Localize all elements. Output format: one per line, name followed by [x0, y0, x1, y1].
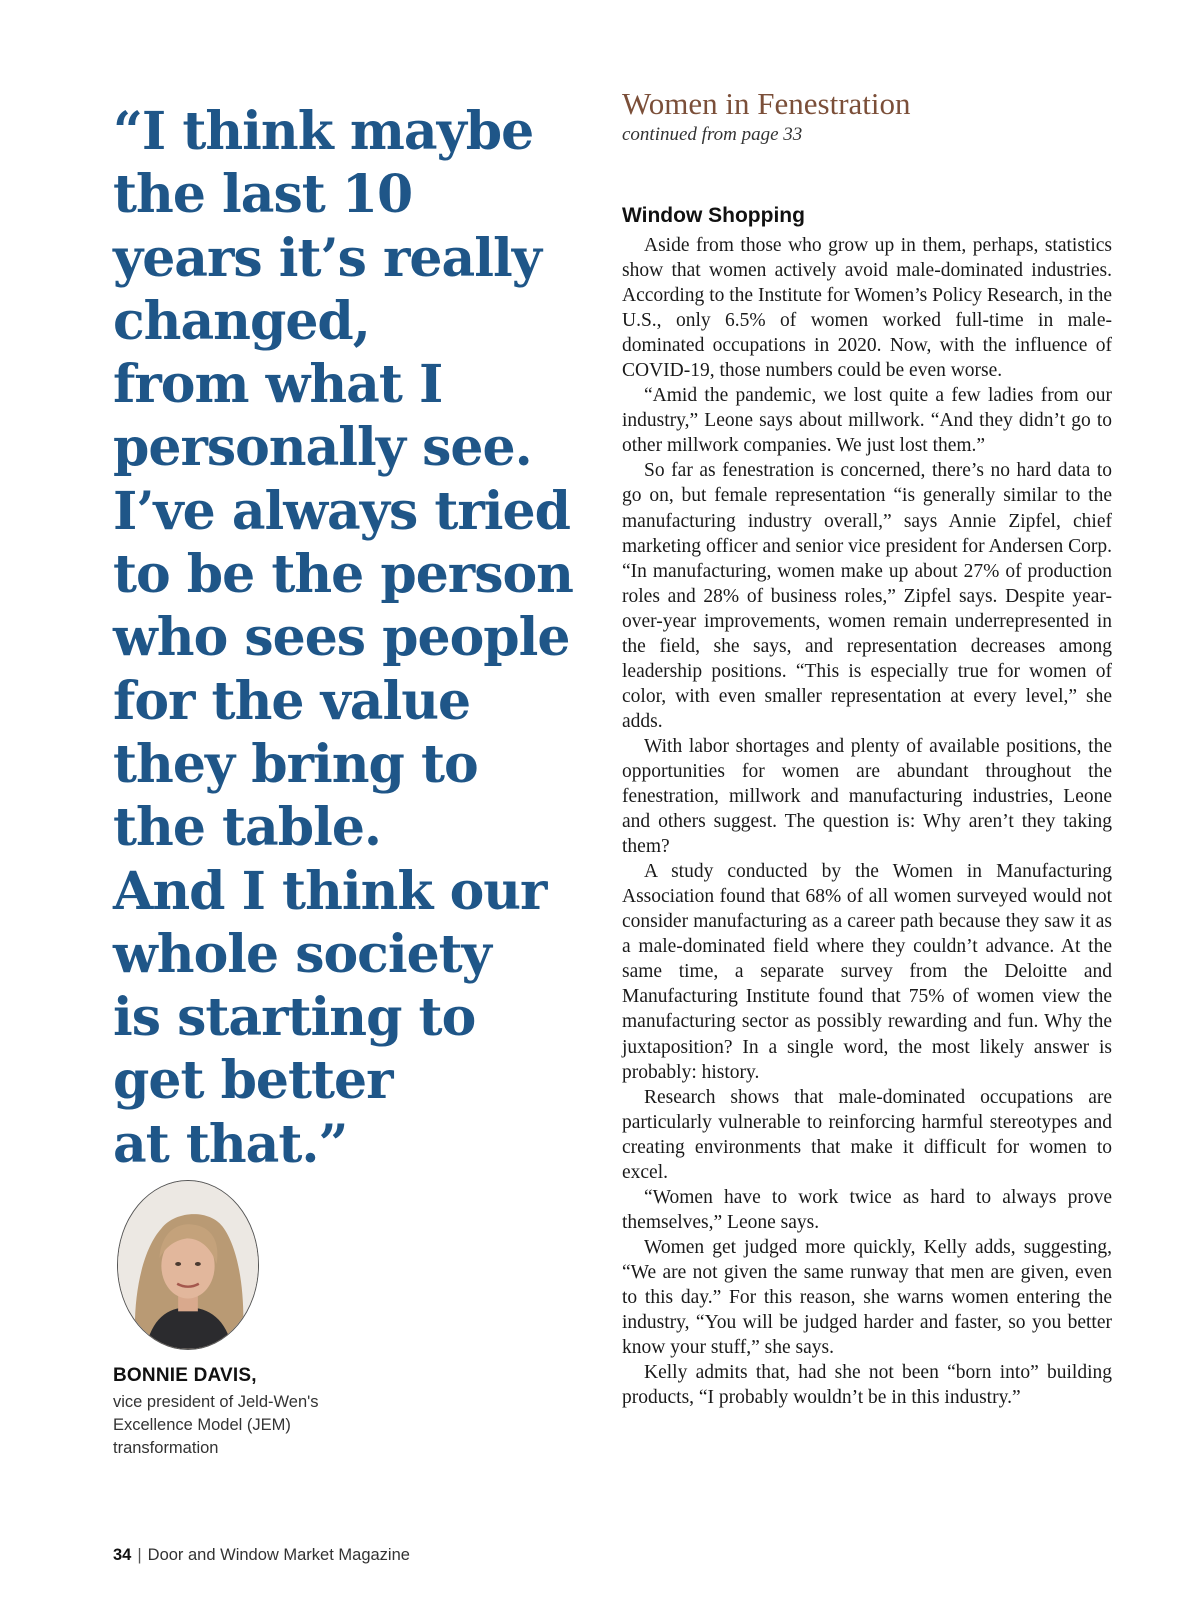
article-paragraph: Research shows that male-dominated occupations are particularly vulnerable to reinforcing harmful stereotypes and creating environments that make it difficult for women to excel. [622, 1086, 1112, 1183]
article-paragraph: “Women have to work twice as hard to always prove themselves,” Leone says. [622, 1186, 1112, 1233]
article-paragraph: With labor shortages and plenty of available positions, the opportunities for women are abundant throughout the fenestration, millwork and manufacturing industries, Leone and others suggest. The question is: Why aren’t they taking them? [622, 735, 1112, 858]
page-footer [113, 1546, 410, 1565]
pull-quote: “I think maybe the last 10 years it’s really changed, from what I personally see. I’ve always tried to be the person who sees people for the value they bring to the table. And I think our whole society is starting to get better at that.” [113, 101, 573, 1175]
article-paragraph: A study conducted by the Women in Manufacturing Association found that 68% of all women surveyed would not consider manufacturing as a career path because they saw it as a male-dominated field where they couldn’t advance. At the same time, a separate survey from the Deloitte and Manufacturing Institute found that 75% of women view the manufacturing sector as possibly rewarding and fun. Why the juxtaposition? In a single word, the most likely answer is probably: history. [622, 861, 1112, 1083]
article-subhead: Window Shopping [622, 204, 805, 227]
publication-name: Door and Window Market Magazine [147, 1546, 410, 1564]
article-body [622, 233, 1112, 1410]
section-title: Women in Fenestration [622, 86, 911, 121]
page-number: 34 [113, 1546, 132, 1564]
article-paragraph: Kelly admits that, had she not been “born into” building products, “I probably wouldn’t be in this industry.” [622, 1362, 1112, 1409]
footer-separator: | [137, 1546, 142, 1564]
article-paragraph: Aside from those who grow up in them, perhaps, statistics show that women actively avoid male-dominated industries. According to the Institute for Women’s Policy Research, in the U.S., only 6.5% of women worked full-time in male-dominated occupations in 2020. Now, with the influence of COVID-19, those numbers could be even worse. [622, 235, 1112, 382]
attribution-name: BONNIE DAVIS, [113, 1365, 257, 1386]
article-paragraph: So far as fenestration is concerned, there’s no hard data to go on, but female representation “is generally similar to the manufacturing industry overall,” says Annie Zipfel, chief marketing officer and senior vice president for Andersen Corp. “In manufacturing, women make up about 27% of production roles and 28% of business roles,” Zipfel says. Despite year-over-year improvements, women remain underrepresented in the field, she says, and representation decreases among leadership positions. “This is especially true for women of color, with even smaller representation at every level,” she adds. [622, 460, 1112, 732]
article-paragraph: “Amid the pandemic, we lost quite a few ladies from our industry,” Leone says about millwork. “And they didn’t go to other millwork companies. We just lost them.” [622, 385, 1112, 457]
continued-note: continued from page 33 [622, 124, 803, 145]
article-paragraph: Women get judged more quickly, Kelly adds, suggesting, “We are not given the same runway that men are given, even to this day.” For this reason, she warns women entering the industry, “You will be judged harder and faster, so you better know your stuff,” she says. [622, 1236, 1112, 1359]
attribution-title: vice president of Jeld-Wen's Excellence Model (JEM) transformation [113, 1393, 319, 1457]
portrait-photo [117, 1180, 259, 1350]
